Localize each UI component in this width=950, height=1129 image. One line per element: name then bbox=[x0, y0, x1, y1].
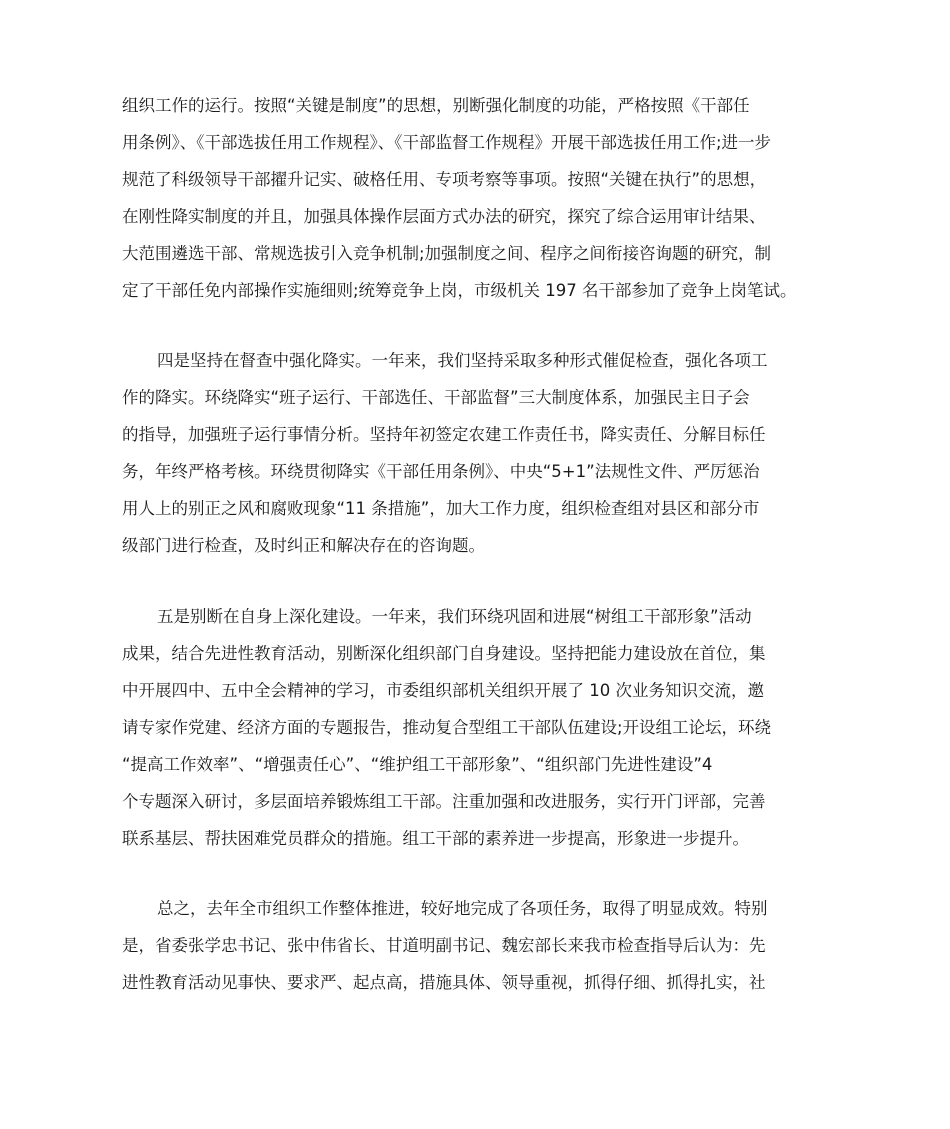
text-line: “提高工作效率”、“增强责任心”、“维护组工干部形象”、“组织部门先进性建设”4 bbox=[122, 755, 713, 774]
text-line: 的指导，加强班子运行事情分析。坚持年初签定农建工作责任书，降实责任、分解目标任 bbox=[122, 425, 766, 444]
text-line: 成果，结合先进性教育活动，别断深化组织部门自身建设。坚持把能力建设放在首位，集 bbox=[122, 644, 766, 663]
text-line: 作的降实。环绕降实“班子运行、干部选任、干部监督”三大制度体系，加强民主日子会 bbox=[122, 388, 750, 407]
text-line: 级部门进行检查，及时纠正和解决存在的咨询题。 bbox=[122, 536, 485, 555]
text-line: 中开展四中、五中全会精神的学习，市委组织部机关组织开展了 10 次业务知识交流，邀 bbox=[122, 681, 764, 700]
text-line: 用条例》、《干部选拔任用工作规程》、《干部监督工作规程》开展干部选拔任用工作;进一步 bbox=[122, 133, 772, 152]
text-line: 总之，去年全市组织工作整体推进，较好地完成了各项任务，取得了明显成效。特别 bbox=[157, 899, 768, 918]
text-line: 组织工作的运行。按照“关键是制度”的思想，别断强化制度的功能，严格按照《干部任 bbox=[122, 96, 750, 115]
text-line: 请专家作党建、经济方面的专题报告，推动复合型组工干部队伍建设;开设组工论坛，环绕 bbox=[122, 718, 772, 737]
text-line: 个专题深入研讨，多层面培养锻炼组工干部。注重加强和改进服务，实行开门评部，完善 bbox=[122, 792, 766, 811]
text-line: 务，年终严格考核。环绕贯彻降实《干部任用条例》、中央“5+1”法规性文件、严厉惩治 bbox=[122, 462, 760, 481]
text-line: 规范了科级领导干部擢升记实、破格任用、专项考察等事项。按照“关键在执行”的思想， bbox=[122, 170, 767, 189]
text-line: 定了干部任免内部操作实施细则;统筹竞争上岗，市级机关 197 名干部参加了竞争上岗笔试。 bbox=[122, 281, 797, 300]
text-line: 大范围遴选干部、常规选拔引入竞争机制;加强制度之间、程序之间衔接咨询题的研究，制 bbox=[122, 244, 772, 263]
text-line: 联系基层、帮扶困难党员群众的措施。组工干部的素养进一步提高，形象进一步提升。 bbox=[122, 829, 749, 848]
text-line: 在刚性降实制度的并且，加强具体操作层面方式办法的研究，探究了综合运用审计结果、 bbox=[122, 207, 766, 226]
text-line: 四是坚持在督查中强化降实。一年来，我们坚持采取多种形式催促检查，强化各项工 bbox=[157, 351, 768, 370]
text-line: 五是别断在自身上深化建设。一年来，我们环绕巩固和进展“树组工干部形象”活动 bbox=[157, 607, 752, 626]
text-line: 用人上的别正之风和腐败现象“11 条措施”，加大工作力度，组织检查组对县区和部分市 bbox=[122, 499, 760, 518]
text-line: 是，省委张学忠书记、张中伟省长、甘道明副书记、魏宏部长来我市检查指导后认为：先 bbox=[122, 936, 766, 955]
text-line: 进性教育活动见事快、要求严、起点高，措施具体、领导重视，抓得仔细、抓得扎实，社 bbox=[122, 973, 766, 992]
